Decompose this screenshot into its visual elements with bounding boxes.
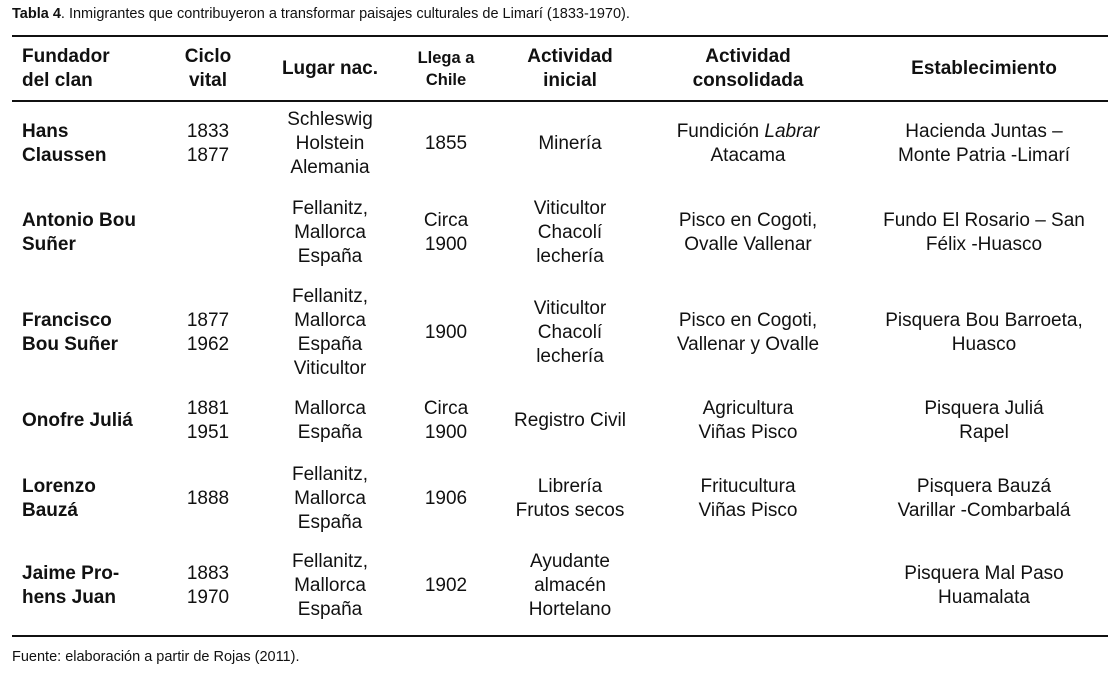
table-row [12, 100, 1108, 188]
founder-line: Onofre Juliá [22, 410, 133, 431]
arrival-line: 1900 [424, 234, 468, 255]
establishment-line: Varillar -Combarbalá [897, 500, 1071, 521]
arrival-cell [388, 544, 504, 628]
founder-line: Hans [22, 121, 69, 142]
header-consolidated-line-1: Actividad [705, 45, 791, 67]
establishment-cell [860, 100, 1108, 188]
arrival-line: 1855 [424, 133, 468, 154]
table-row [12, 544, 1108, 628]
life-cycle-cell [144, 188, 272, 278]
consolidated-activity-cell [636, 454, 860, 544]
consolidated-activity-cell [636, 278, 860, 388]
birthplace-line: Schleswig [287, 109, 373, 130]
life-cycle-cell [144, 278, 272, 388]
initial-line: Librería [537, 476, 603, 497]
initial-line: lechería [536, 246, 604, 267]
life-line: 1951 [186, 422, 230, 443]
initial-line: Chacolí [537, 322, 603, 343]
life-cycle-cell [144, 100, 272, 188]
arrival-cell [388, 388, 504, 454]
founder-line: Lorenzo [22, 476, 96, 497]
establishment-line: Rapel [959, 422, 1009, 443]
life-line: 1833 [186, 121, 230, 142]
establishment-cell [860, 278, 1108, 388]
consolidated-activity-cell [636, 544, 860, 628]
header-establishment-line-1: Establecimiento [911, 57, 1057, 79]
initial-activity-cell [504, 388, 636, 454]
birthplace-line: Mallorca [294, 222, 366, 243]
establishment-line: Pisquera Bou Barroeta, [885, 310, 1083, 331]
arrival-line: Circa [423, 398, 469, 419]
consolidated-line: Agricultura [702, 398, 794, 419]
initial-line: Frutos secos [515, 500, 625, 521]
initial-line: Registro Civil [514, 410, 626, 431]
birthplace-line: Fellanitz, [291, 551, 369, 572]
birthplace-line: España [297, 246, 363, 267]
establishment-cell [860, 454, 1108, 544]
initial-activity-cell [504, 100, 636, 188]
birthplace-line: Fellanitz, [291, 464, 369, 485]
consolidated-line: Atacama [710, 145, 786, 166]
arrival-cell [388, 454, 504, 544]
birthplace-line: Holstein [295, 133, 365, 154]
birthplace-line: Mallorca [294, 488, 366, 509]
founder-line: hens Juan [22, 587, 116, 608]
table-row [12, 278, 1108, 388]
header-birthplace-line-1: Lugar nac. [281, 57, 379, 79]
table-caption-label: Tabla 4 [12, 6, 61, 22]
birthplace-line: Mallorca [294, 575, 366, 596]
initial-line: Chacolí [537, 222, 603, 243]
initial-line: Viticultor [533, 198, 607, 219]
establishment-cell [860, 544, 1108, 628]
table-row [12, 188, 1108, 278]
initial-line: Viticultor [533, 298, 607, 319]
founder-line: Bou Suñer [22, 334, 119, 355]
consolidated-line: Pisco en Cogoti, [678, 310, 818, 331]
arrival-cell [388, 100, 504, 188]
founder-line: Francisco [22, 310, 112, 331]
initial-line: lechería [536, 346, 604, 367]
initial-line: Hortelano [528, 599, 612, 620]
life-line: 1877 [186, 310, 230, 331]
header-consolidated-line-2: consolidada [692, 69, 804, 91]
header-life-cycle [144, 37, 272, 100]
initial-line: almacén [534, 575, 606, 596]
consolidated-activity-cell [636, 188, 860, 278]
header-life-line-1: Ciclo [184, 45, 232, 67]
initial-line: Ayudante [530, 551, 610, 572]
header-initial-line-2: inicial [543, 69, 597, 91]
consolidated-text: Fundición [676, 121, 765, 142]
life-line: 1883 [186, 563, 230, 584]
bottom-rule [12, 635, 1108, 637]
birthplace-cell [272, 388, 388, 454]
table-row [12, 454, 1108, 544]
initial-activity-cell [504, 454, 636, 544]
founder-cell [12, 388, 144, 454]
header-row [12, 37, 1108, 100]
founder-line: Jaime Pro- [22, 563, 120, 584]
header-initial-line-1: Actividad [527, 45, 613, 67]
consolidated-italic-text: Labrar [764, 121, 820, 142]
birthplace-line: España [297, 422, 363, 443]
birthplace-line: Mallorca [294, 398, 366, 419]
establishment-line: Monte Patria -Limarí [897, 145, 1071, 166]
initial-line: Minería [538, 133, 602, 154]
header-founder-line-2: del clan [22, 69, 93, 91]
life-line: 1962 [186, 334, 230, 355]
initial-activity-cell [504, 188, 636, 278]
birthplace-cell [272, 454, 388, 544]
consolidated-activity-cell [636, 388, 860, 454]
founder-cell [12, 454, 144, 544]
life-line: 1877 [186, 145, 230, 166]
table-body [12, 100, 1108, 628]
founder-cell [12, 278, 144, 388]
header-founder-line-1: Fundador [22, 45, 110, 67]
arrival-cell [388, 278, 504, 388]
consolidated-line: Viñas Pisco [698, 500, 798, 521]
initial-activity-cell [504, 278, 636, 388]
establishment-line: Huasco [951, 334, 1017, 355]
birthplace-line: Viticultor [293, 358, 367, 379]
birthplace-cell [272, 278, 388, 388]
birthplace-line: Fellanitz, [291, 198, 369, 219]
header-founder [12, 37, 144, 100]
header-life-line-2: vital [188, 69, 228, 91]
founder-line: Suñer [22, 234, 76, 255]
arrival-cell [388, 188, 504, 278]
header-initial-activity [504, 37, 636, 100]
arrival-line: 1900 [424, 422, 468, 443]
life-line: 1888 [186, 488, 230, 509]
header-consolidated-activity [636, 37, 860, 100]
establishment-line: Fundo El Rosario – San [883, 210, 1085, 231]
source-note: Fuente: elaboración a partir de Rojas (2011). [12, 649, 300, 665]
life-line: 1881 [186, 398, 230, 419]
consolidated-line: Vallenar y Ovalle [676, 334, 820, 355]
establishment-line: Pisquera Mal Paso [904, 563, 1064, 584]
header-arrival-line-1: Llega a [417, 48, 475, 67]
birthplace-line: España [297, 599, 363, 620]
consolidated-activity-cell [636, 100, 860, 188]
table-caption-text: . Inmigrantes que contribuyeron a transformar paisajes culturales de Limarí (1833-1970). [60, 6, 630, 22]
founder-cell [12, 100, 144, 188]
consolidated-line: Ovalle Vallenar [684, 234, 812, 255]
establishment-cell [860, 388, 1108, 454]
birthplace-cell [272, 100, 388, 188]
consolidated-line: Fritucultura [700, 476, 796, 497]
initial-activity-cell [504, 544, 636, 628]
table-caption [12, 6, 630, 22]
birthplace-line: España [297, 512, 363, 533]
life-cycle-cell [144, 544, 272, 628]
consolidated-line [636, 120, 860, 144]
establishment-cell [860, 188, 1108, 278]
arrival-line: 1902 [424, 575, 468, 596]
establishment-line: Félix -Huasco [925, 234, 1043, 255]
establishment-line: Huamalata [938, 587, 1030, 608]
header-establishment [860, 37, 1108, 100]
founder-line: Antonio Bou [22, 210, 136, 231]
establishment-line: Hacienda Juntas – [905, 121, 1063, 142]
arrival-line: 1900 [424, 322, 468, 343]
immigrants-table [12, 37, 1108, 628]
life-cycle-cell [144, 454, 272, 544]
header-arrival [388, 37, 504, 100]
founder-line: Bauzá [22, 500, 78, 521]
arrival-line: Circa [423, 210, 469, 231]
birthplace-line: Alemania [290, 157, 370, 178]
founder-cell [12, 544, 144, 628]
birthplace-cell [272, 544, 388, 628]
consolidated-line: Viñas Pisco [698, 422, 798, 443]
life-cycle-cell [144, 388, 272, 454]
header-birthplace [272, 37, 388, 100]
birthplace-line: Fellanitz, [291, 286, 369, 307]
founder-cell [12, 188, 144, 278]
header-arrival-line-2: Chile [425, 70, 467, 89]
life-line: 1970 [186, 587, 230, 608]
founder-line: Claussen [22, 145, 107, 166]
establishment-line: Pisquera Juliá [924, 398, 1044, 419]
birthplace-cell [272, 188, 388, 278]
arrival-line: 1906 [424, 488, 468, 509]
birthplace-line: Mallorca [294, 310, 366, 331]
consolidated-line: Pisco en Cogoti, [678, 210, 818, 231]
birthplace-line: España [297, 334, 363, 355]
table-row [12, 388, 1108, 454]
establishment-line: Pisquera Bauzá [916, 476, 1052, 497]
